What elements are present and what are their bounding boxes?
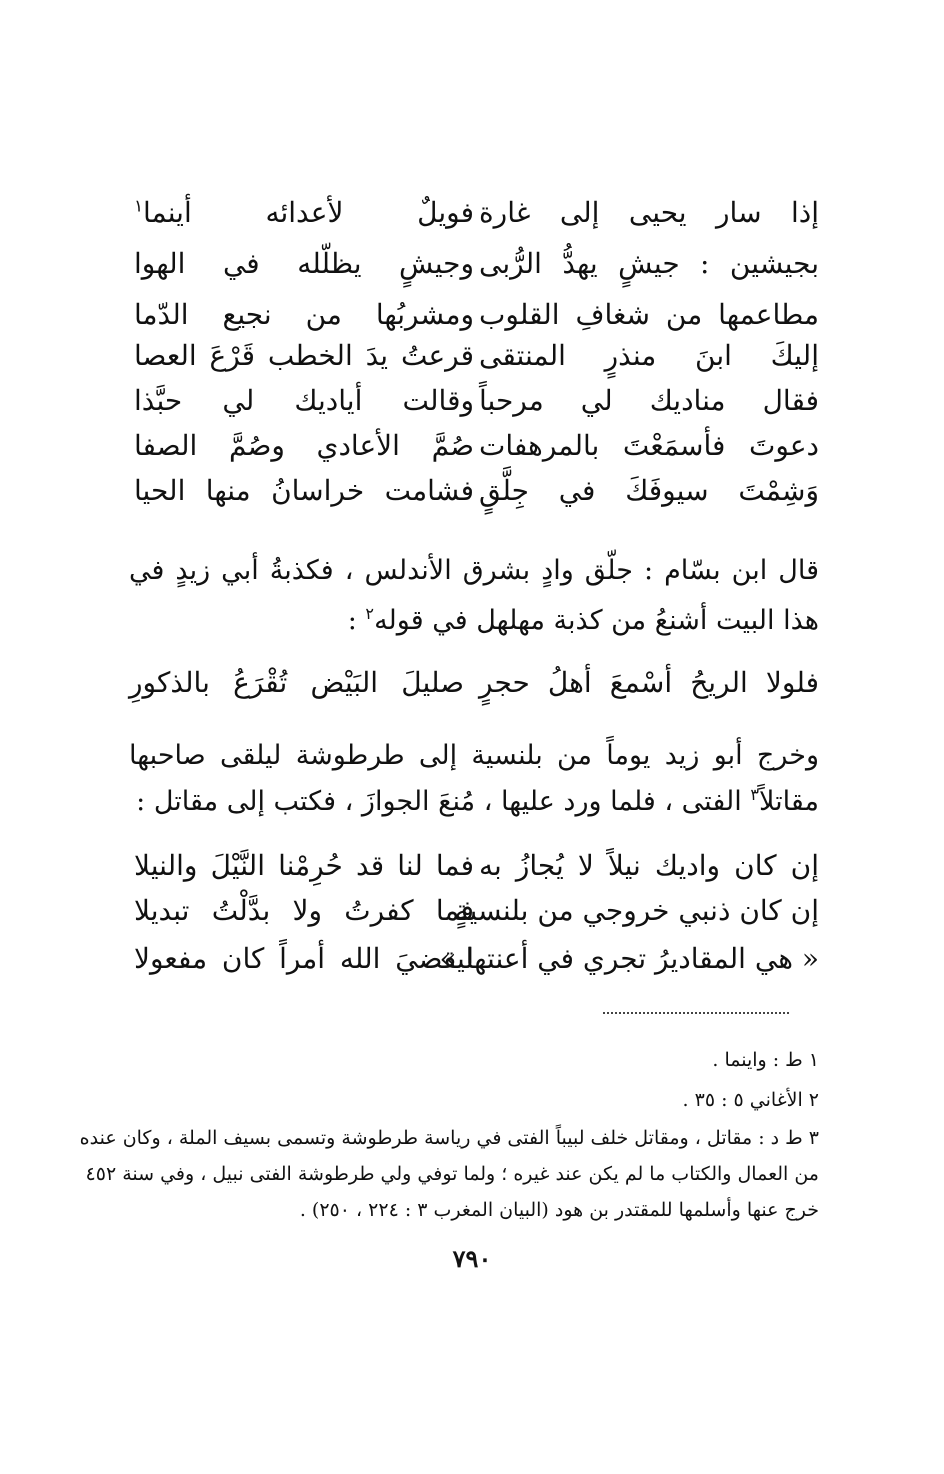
hemistich-text: فويلٌ لأعدائه أينما <box>143 196 474 229</box>
hemistich-first: إذا سار يحيى إلى غارة <box>479 196 819 229</box>
poem2-line-2 <box>134 888 819 934</box>
hemistich-first: دعوتَ فأسمَعْتَ بالمرهفات <box>479 429 819 462</box>
footnote-marker: ٣ <box>750 785 760 804</box>
footnote-3-line-2: من العمال والكتاب ما لم يكن عند غيره ؛ ولما توفي ولي طرطوشة الفتى نبيل ، وفي سنة ٤٥٢ <box>85 1163 819 1185</box>
poem1-line-1 <box>134 190 819 236</box>
hemistich-second: قرعتُ يدَ الخطب قَرْعَ العصا <box>134 339 474 372</box>
hemistich-first: بجيشين : جيشٍ يهدُّ الرُّبى <box>479 247 819 280</box>
hemistich-second: صليلَ البَيْض تُقْرَعُ بالذكورِ <box>129 666 464 699</box>
poem2-line-1 <box>134 843 819 889</box>
paragraph-text: قال ابن بسّام : جلّق وادٍ بشرق الأندلس ، فكذبةُ أبي زيدٍ في هذا البيت أشنعُ من كذبة مهلهل في قوله <box>129 555 819 636</box>
poem1-line-2 <box>134 241 819 287</box>
paragraph-text: وخرج أبو زيد يوماً من بلنسية إلى طرطوشة ليلقى صاحبها مقاتلاً <box>129 740 819 817</box>
poem1-line-7 <box>134 468 819 514</box>
prose-paragraph-2 <box>129 733 819 825</box>
hemistich-second: ومشربُها من نجيع الدّما <box>134 298 474 331</box>
hemistich-first: إليكَ ابنَ منذرٍ المنتقى <box>479 339 819 372</box>
poem1-line-3 <box>134 292 819 338</box>
hemistich-first: فقال مناديك لي مرحباً <box>479 384 819 417</box>
poem1-line-4 <box>134 333 819 379</box>
poem1-line-5 <box>134 378 819 424</box>
hemistich-first: إن كان ذنبي خروجي من بلنسيةٍ <box>454 894 819 927</box>
hemistich-first: فلولا الريحُ أسْمعَ أهلُ حجرٍ <box>479 666 819 699</box>
poem2-line-3 <box>134 936 819 982</box>
footnote-marker: ٢ <box>365 604 375 623</box>
paragraph-text-cont: الفتى ، فلما ورد عليها ، مُنعَ الجوازَ ، فكتب إلى مقاتل : <box>136 786 751 817</box>
hemistich-second: فشامت خراسانُ منها الحيا <box>134 474 474 507</box>
hemistich-second: وقالت أياديك لي حبَّذا <box>134 384 474 417</box>
footnote-2: ٢ الأغاني ٥ : ٣٥ . <box>682 1089 819 1111</box>
hemistich-second: ليقضيَ الله أمراً كان مفعولا <box>134 942 474 975</box>
poem1-line-6 <box>134 423 819 469</box>
paragraph-tail: : <box>347 605 366 636</box>
hemistich-first: وَشِمْتَ سيوفَكَ في جِلَّقٍ <box>479 474 819 507</box>
hemistich-first: إن كان واديك نيلاً لا يُجازُ به <box>479 849 819 882</box>
footnote-3-line-3: خرج عنها وأسلمها للمقتدر بن هود (البيان المغرب ٣ : ٢٢٤ ، ٢٥٠) . <box>299 1199 819 1221</box>
hemistich-first: مطاعمها من شغافِ القلوب <box>479 298 819 331</box>
hemistich-second: صُمَّ الأعادي وصُمَّ الصفا <box>134 429 474 462</box>
hemistich-second <box>134 190 474 236</box>
hemistich-first: « هي المقاديرُ تجري في أعنتها » <box>439 942 819 975</box>
hemistich-second: وجيشٍ يظلّله في الهوا <box>134 247 474 280</box>
page-number: ٧٩٠ <box>452 1244 492 1273</box>
footnote-1: ١ ط : واينما . <box>712 1049 819 1071</box>
prose-paragraph-1 <box>129 546 819 646</box>
footnote-3-line-1: ٣ ط د : مقاتل ، ومقاتل خلف لبيباً الفتى في رياسة طرطوشة وتسمى بسيف الملة ، وكان عنده <box>79 1127 819 1149</box>
footnote-marker: ١ <box>134 195 144 216</box>
hemistich-second: فما لنا قد حُرِمْنا النَّيْلَ والنيلا <box>134 849 474 882</box>
hemistich-second: فما كفرتُ ولا بدَّلْتُ تبديلا <box>134 894 474 927</box>
footnote-separator <box>603 1012 789 1014</box>
